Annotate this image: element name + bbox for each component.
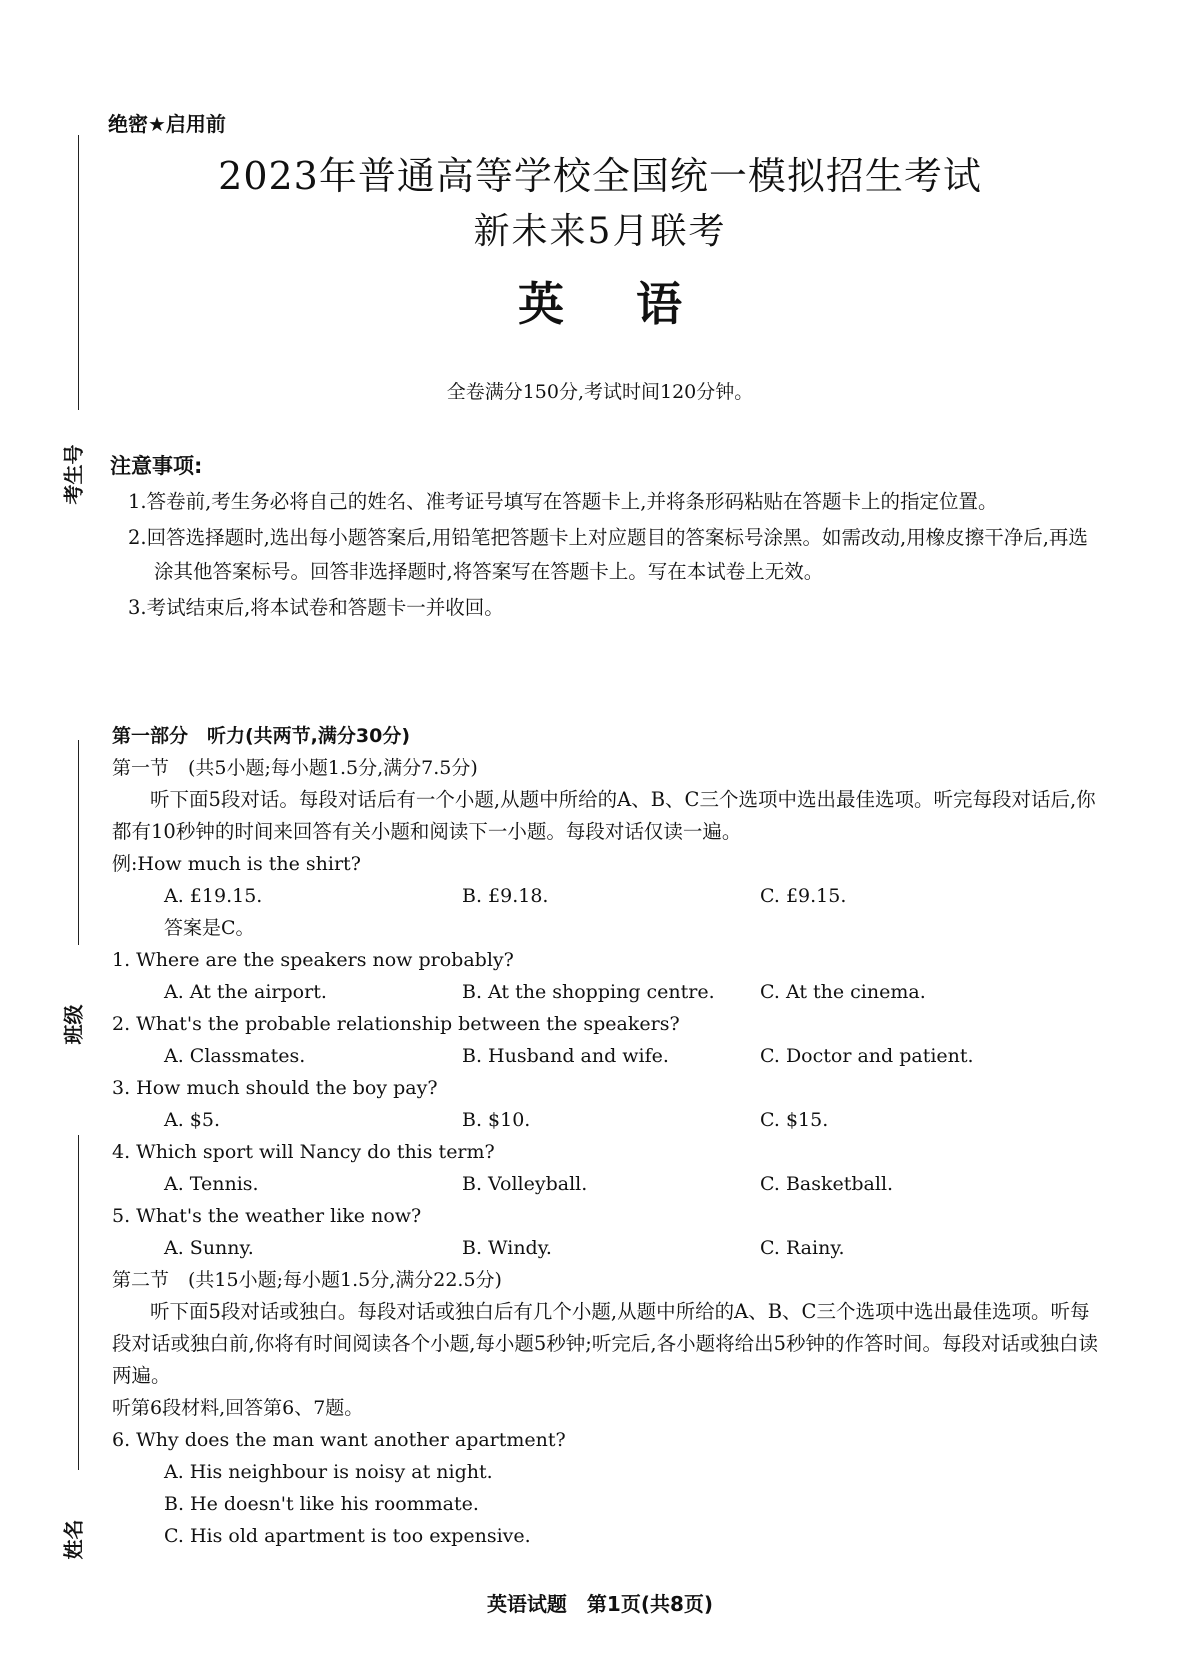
notice-item: 1.答卷前,考生务必将自己的姓名、准考证号填写在答题卡上,并将条形码粘贴在答题卡上的指定位置。	[128, 490, 998, 513]
option-c: C. $15.	[760, 1109, 829, 1131]
question-6: 6. Why does the man want another apartment?	[112, 1429, 566, 1451]
option-b: B. $10.	[462, 1109, 531, 1131]
notice-heading: 注意事项:	[110, 454, 203, 478]
option-b: B. At the shopping centre.	[462, 981, 715, 1003]
option-c: C. At the cinema.	[760, 981, 926, 1003]
option-b: B. He doesn't like his roommate.	[164, 1493, 479, 1515]
option-b: B. Volleyball.	[462, 1173, 588, 1195]
option-b: B. Husband and wife.	[462, 1045, 669, 1067]
option-a: A. His neighbour is noisy at night.	[164, 1461, 493, 1483]
binding-line-bottom	[78, 1135, 79, 1470]
confidential-mark: 绝密★启用前	[108, 112, 226, 136]
question-5: 5. What's the weather like now?	[112, 1205, 422, 1227]
class-label: 班级	[61, 1004, 86, 1045]
example-options	[112, 880, 1102, 912]
example-question: 例:How much is the shirt?	[112, 853, 361, 875]
option-c: C. Rainy.	[760, 1237, 845, 1259]
section2-instructions: 听下面5段对话或独白。每段对话或独白后有几个小题,从题中所给的A、B、C三个选项中选出最佳选项。听每段对话或独白前,你将有时间阅读各个小题,每小题5秒钟;听完后,各小题将给出5秒钟的作答时间。每段对话或独白读两遍。	[112, 1300, 1098, 1387]
question-1-options	[112, 976, 1102, 1008]
question-2-options	[112, 1040, 1102, 1072]
option-a: A. Tennis.	[164, 1173, 259, 1195]
section1-heading: 第一节 (共5小题;每小题1.5分,满分7.5分)	[112, 757, 478, 779]
option-c: C. Doctor and patient.	[760, 1045, 974, 1067]
material-6-instruction: 听第6段材料,回答第6、7题。	[112, 1397, 364, 1419]
subject-title: 英语	[518, 277, 754, 331]
option-a: A. $5.	[164, 1109, 221, 1131]
notice-item: 2.回答选择题时,选出每小题答案后,用铅笔把答题卡上对应题目的答案标号涂黑。如需改动,用橡皮擦干净后,再选涂其他答案标号。回答非选择题时,将答案写在答题卡上。写在本试卷上无效。	[128, 526, 1088, 583]
option-a: A. At the airport.	[164, 981, 327, 1003]
question-2: 2. What's the probable relationship between the speakers?	[112, 1013, 680, 1035]
exam-subtitle: 新未来5月联考	[473, 211, 727, 252]
exam-title: 2023年普通高等学校全国统一模拟招生考试	[218, 154, 982, 198]
option-a: A. Sunny.	[164, 1237, 254, 1259]
example-answer: 答案是C。	[164, 917, 255, 939]
option-b: B. Windy.	[462, 1237, 552, 1259]
option-c: C. Basketball.	[760, 1173, 894, 1195]
section2-heading: 第二节 (共15小题;每小题1.5分,满分22.5分)	[112, 1269, 502, 1291]
question-1: 1. Where are the speakers now probably?	[112, 949, 514, 971]
exam-number-label: 考生号	[61, 444, 86, 505]
part-heading: 第一部分 听力(共两节,满分30分)	[112, 725, 411, 747]
question-5-options	[112, 1232, 1102, 1264]
binding-line-middle	[78, 740, 79, 945]
question-3: 3. How much should the boy pay?	[112, 1077, 438, 1099]
question-4: 4. Which sport will Nancy do this term?	[112, 1141, 495, 1163]
question-4-options	[112, 1168, 1102, 1200]
option-a: A. £19.15.	[164, 885, 263, 907]
notice-item: 3.考试结束后,将本试卷和答题卡一并收回。	[128, 596, 504, 619]
section1-instructions: 听下面5段对话。每段对话后有一个小题,从题中所给的A、B、C三个选项中选出最佳选项。听完每段对话后,你都有10秒钟的时间来回答有关小题和阅读下一小题。每段对话仅读一遍。	[112, 788, 1096, 843]
name-label: 姓名	[61, 1519, 86, 1560]
option-a: A. Classmates.	[164, 1045, 306, 1067]
question-3-options	[112, 1104, 1102, 1136]
option-b: B. £9.18.	[462, 885, 549, 907]
option-c: C. £9.15.	[760, 885, 847, 907]
page-footer: 英语试题 第1页(共8页)	[486, 1592, 714, 1616]
option-c: C. His old apartment is too expensive.	[164, 1525, 531, 1547]
notice-list	[110, 485, 1100, 627]
listening-part	[112, 720, 1102, 1552]
full-score-note: 全卷满分150分,考试时间120分钟。	[446, 381, 754, 403]
